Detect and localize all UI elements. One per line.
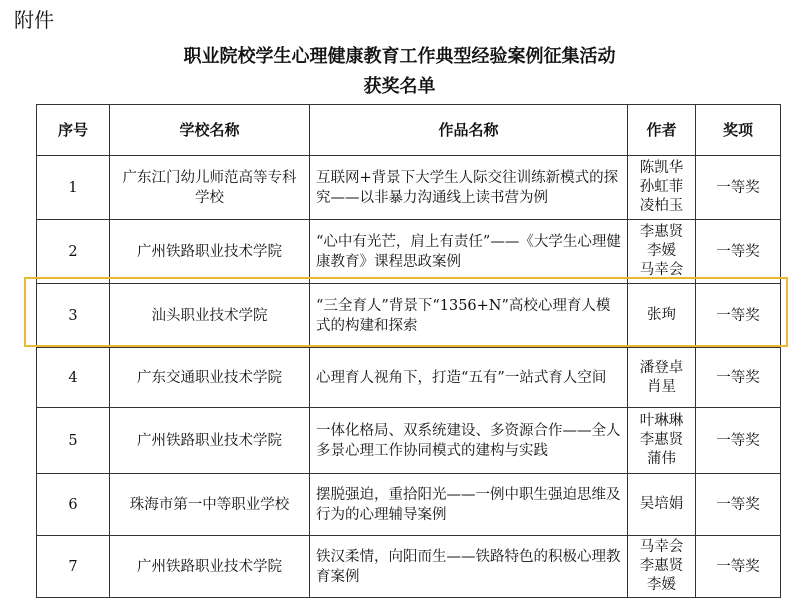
cell-author xyxy=(628,408,696,474)
table-row xyxy=(37,220,781,284)
author-name: 凌柏玉 xyxy=(639,198,684,214)
cell-work: “三全育人”背景下“1356+N”高校心理育人模式的构建和探索 xyxy=(310,284,628,348)
cell-award: 一等奖 xyxy=(696,156,781,220)
author-name: 吴培娟 xyxy=(639,496,684,512)
author-name: 叶琳琳 xyxy=(639,413,684,429)
cell-school: 广州铁路职业技术学院 xyxy=(110,408,310,474)
author-name: 李媛 xyxy=(647,577,676,593)
page-subtitle: 获奖名单 xyxy=(363,76,436,97)
table-row xyxy=(37,536,781,598)
cell-work: “心中有光芒，肩上有责任”——《大学生心理健康教育》课程思政案例 xyxy=(310,220,628,284)
author-name: 陈凯华 xyxy=(639,160,684,176)
cell-author xyxy=(628,156,696,220)
cell-no: 2 xyxy=(37,220,110,284)
header-award: 奖项 xyxy=(696,105,781,156)
page-title: 职业院校学生心理健康教育工作典型经验案例征集活动 xyxy=(183,46,616,67)
cell-school: 广东交通职业技术学院 xyxy=(110,348,310,408)
table-row xyxy=(37,474,781,536)
author-name: 肖星 xyxy=(647,378,676,395)
author-name: 李惠贤 xyxy=(639,224,684,240)
header-school: 学校名称 xyxy=(110,105,310,156)
table-row xyxy=(37,284,781,348)
cell-school: 汕头职业技术学院 xyxy=(110,284,310,348)
cell-award: 一等奖 xyxy=(696,536,781,598)
author-name: 马幸会 xyxy=(639,262,684,278)
cell-no: 4 xyxy=(37,348,110,408)
cell-no: 5 xyxy=(37,408,110,474)
cell-no: 1 xyxy=(37,156,110,220)
cell-award: 一等奖 xyxy=(696,474,781,536)
cell-work: 摆脱强迫，重拾阳光——一例中职生强迫思维及行为的心理辅导案例 xyxy=(310,474,628,536)
cell-author xyxy=(628,348,696,408)
cell-award: 一等奖 xyxy=(696,408,781,474)
header-work: 作品名称 xyxy=(310,105,628,156)
cell-school: 广州铁路职业技术学院 xyxy=(110,536,310,598)
cell-author xyxy=(628,284,696,348)
cell-award: 一等奖 xyxy=(696,220,781,284)
author-name: 李惠贤 xyxy=(639,558,684,574)
header-no: 序号 xyxy=(37,105,110,156)
header-author: 作者 xyxy=(628,105,696,156)
cell-no: 3 xyxy=(37,284,110,348)
cell-school: 广东江门幼儿师范高等专科学校 xyxy=(110,156,310,220)
cell-author xyxy=(628,536,696,598)
cell-work: 互联网+背景下大学生人际交往训练新模式的探究——以非暴力沟通线上读书营为例 xyxy=(310,156,628,220)
table-row xyxy=(37,156,781,220)
cell-school: 珠海市第一中等职业学校 xyxy=(110,474,310,536)
cell-work: 铁汉柔情，向阳而生——铁路特色的积极心理教育案例 xyxy=(310,536,628,598)
cell-no: 6 xyxy=(37,474,110,536)
cell-work: 一体化格局、双系统建设、多资源合作——全人多景心理工作协同模式的建构与实践 xyxy=(310,408,628,474)
author-name: 张珣 xyxy=(647,307,676,323)
cell-no: 7 xyxy=(37,536,110,598)
attachment-label: 附件 xyxy=(14,8,54,32)
cell-award: 一等奖 xyxy=(696,284,781,348)
table-row xyxy=(37,348,781,408)
author-name: 李惠贤 xyxy=(639,432,684,448)
cell-author xyxy=(628,474,696,536)
cell-author xyxy=(628,220,696,284)
author-name: 李媛 xyxy=(647,243,676,259)
author-name: 蒲伟 xyxy=(647,451,676,467)
table-header-row xyxy=(37,105,781,156)
cell-award: 一等奖 xyxy=(696,348,781,408)
cell-school: 广州铁路职业技术学院 xyxy=(110,220,310,284)
cell-work: 心理育人视角下，打造“五有”一站式育人空间 xyxy=(310,348,628,408)
author-name: 潘登卓 xyxy=(639,359,684,376)
author-name: 孙虹菲 xyxy=(639,179,684,195)
author-name: 马幸会 xyxy=(639,539,684,555)
table-row xyxy=(37,408,781,474)
award-table xyxy=(36,104,781,598)
